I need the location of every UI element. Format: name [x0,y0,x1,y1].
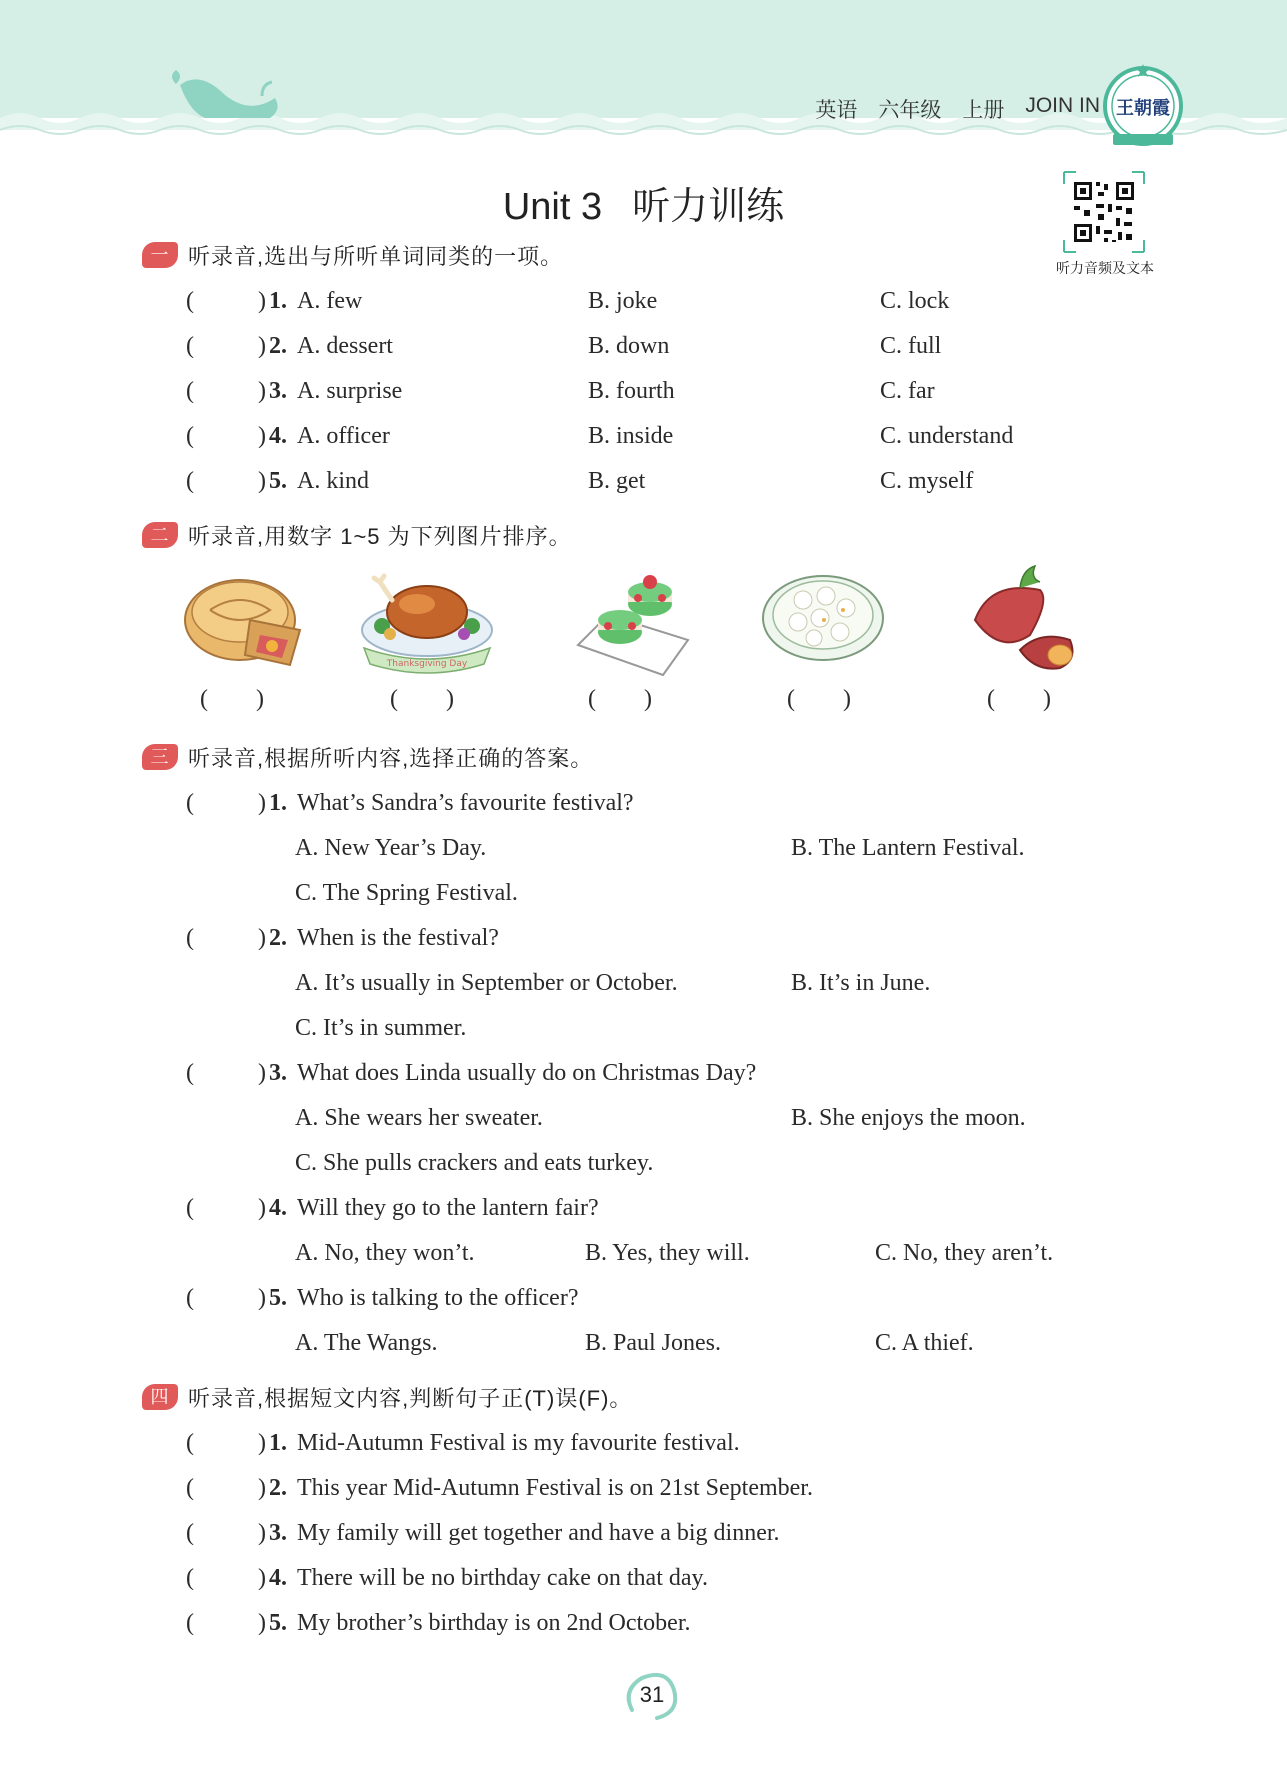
option-b: B. inside [588,423,674,449]
item-number: 5. [269,468,287,494]
item-number: 4. [269,1565,287,1591]
question-text: Will they go to the lantern fair? [297,1195,599,1221]
option-c: C. understand [880,423,1014,449]
option-c: C. far [880,378,935,404]
section1-title [142,240,563,270]
section4-title [142,1382,632,1412]
option-a: A. The Wangs. [295,1330,438,1356]
option-a: A. New Year’s Day. [295,835,487,861]
page-number: 31 [639,1682,665,1707]
item-number: 4. [269,1195,287,1221]
item-number: 5. [269,1285,287,1311]
item-number: 1. [269,1430,287,1456]
answer-blank[interactable]: ( ) [588,686,652,712]
statement-text: There will be no birthday cake on that day. [297,1565,708,1591]
section3-badge: 三 [142,744,178,770]
option-a: A. few [297,288,363,314]
option-b: B. It’s in June. [791,970,931,996]
item-number: 2. [269,1475,287,1501]
question-text: Who is talking to the officer? [297,1285,579,1311]
qr-caption: 听力音频及文本 [1056,260,1154,276]
option-a: A. kind [297,468,369,494]
roast-turkey-icon [352,560,502,680]
question-text: What’s Sandra’s favourite festival? [297,790,634,816]
section1-instruction: 听录音,选出与所听单词同类的一项。 [188,243,564,269]
item-number: 4. [269,423,287,449]
option-a: A. No, they won’t. [295,1240,475,1266]
option-c: C. She pulls crackers and eats turkey. [295,1150,654,1176]
answer-blank[interactable]: ( ) [200,686,264,712]
section3-instruction: 听录音,根据所听内容,选择正确的答案。 [188,745,594,771]
item-number: 1. [269,790,287,816]
item-number: 2. [269,925,287,951]
option-c: C. It’s in summer. [295,1015,467,1041]
option-b: B. The Lantern Festival. [791,835,1025,861]
answer-blank[interactable]: ( ) [390,686,454,712]
question-text: What does Linda usually do on Christmas Day? [297,1060,757,1086]
option-b: B. Paul Jones. [585,1330,722,1356]
section3-title [142,742,593,772]
option-c: C. myself [880,468,974,494]
option-b: B. down [588,333,670,359]
section2-title [142,520,572,550]
grade-label: 六年级 [878,99,942,122]
question-text: When is the festival? [297,925,499,951]
answer-blank[interactable]: ( ) [787,686,851,712]
option-c: C. A thief. [875,1330,974,1356]
option-c: C. The Spring Festival. [295,880,518,906]
option-c: C. lock [880,288,950,314]
option-a: A. surprise [297,378,403,404]
macaron-dessert-icon [568,560,698,680]
option-a: A. officer [297,423,390,449]
header-band [0,0,1287,150]
section4-badge: 四 [142,1384,178,1410]
option-a: A. She wears her sweater. [295,1105,543,1131]
option-c: C. No, they aren’t. [875,1240,1054,1266]
statement-text: Mid-Autumn Festival is my favourite festival. [297,1430,740,1456]
option-a: A. dessert [297,333,393,359]
brand-logo [1100,58,1186,150]
option-b: B. She enjoys the moon. [791,1105,1026,1131]
unit-label: Unit 3 [502,186,603,228]
sweet-potato-icon [960,560,1090,680]
edition-label: JOIN IN [1025,94,1100,117]
item-number: 3. [269,378,287,404]
item-number: 3. [269,1060,287,1086]
option-b: B. fourth [588,378,675,404]
item-number: 2. [269,333,287,359]
svg-text:王朝霞: 王朝霞 [1116,98,1170,119]
option-b: B. Yes, they will. [585,1240,750,1266]
option-b: B. get [588,468,646,494]
option-c: C. full [880,333,942,359]
option-b: B. joke [588,288,658,314]
header-meta [815,94,1100,124]
section2-instruction: 听录音,用数字 1~5 为下列图片排序。 [188,523,572,549]
statement-text: This year Mid-Autumn Festival is on 21st September. [297,1475,813,1501]
svg-text:Thanksgiving Day: Thanksgiving Day [386,659,468,669]
mooncake-icon [180,560,310,680]
volume-label: 上册 [962,99,1005,122]
item-number: 1. [269,288,287,314]
answer-blank[interactable]: ( ) [987,686,1051,712]
option-a: A. It’s usually in September or October. [295,970,678,996]
qr-code-icon[interactable] [1062,170,1146,254]
item-number: 3. [269,1520,287,1546]
statement-text: My brother’s birthday is on 2nd October. [297,1610,691,1636]
statement-text: My family will get together and have a big dinner. [297,1520,780,1546]
item-number: 5. [269,1610,287,1636]
section2-badge: 二 [142,522,178,548]
section1-badge: 一 [142,242,178,268]
tangyuan-bowl-icon [758,560,888,680]
title-name: 听力训练 [632,186,785,228]
subject-label: 英语 [815,99,858,122]
section4-instruction: 听录音,根据短文内容,判断句子正(T)误(F)。 [188,1385,633,1411]
